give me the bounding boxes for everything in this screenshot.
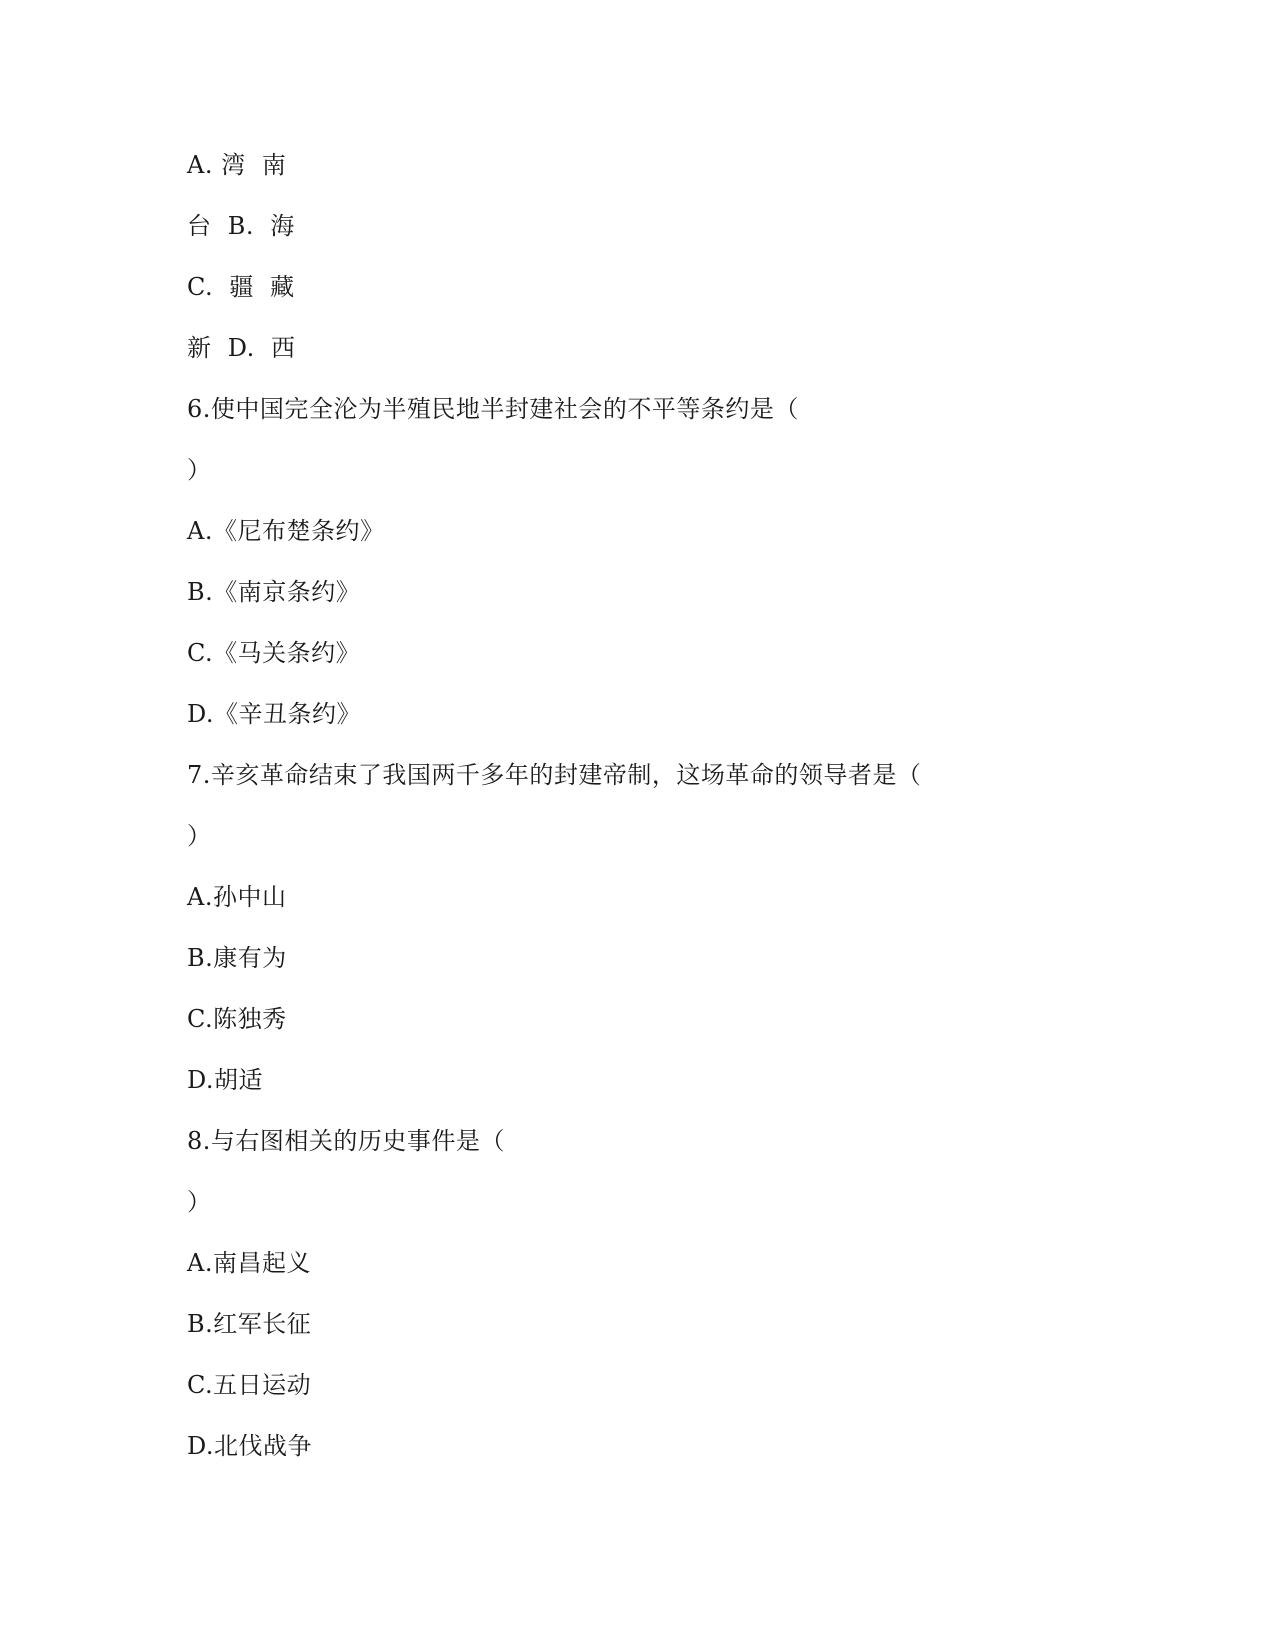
q7-option-d: D.胡适 [187, 1066, 264, 1094]
q6-option-a: A.《尼布楚条约》 [187, 517, 385, 545]
question-8-answer-paren: ） [187, 1188, 212, 1216]
question-7-answer-paren: ） [187, 822, 212, 850]
question-8-text: 8.与右图相关的历史事件是（ [187, 1127, 505, 1155]
question-6-text: 6.使中国完全沦为半殖民地半封建社会的不平等条约是（ [187, 395, 799, 423]
q8-option-a: A.南昌起义 [187, 1249, 311, 1277]
q5-option-a: A. 湾 南 [187, 151, 287, 179]
q6-option-c: C.《马关条约》 [187, 639, 361, 667]
q6-option-d: D.《辛丑条约》 [187, 700, 362, 728]
q8-option-b: B.红军长征 [187, 1310, 312, 1338]
question-6-answer-paren: ） [187, 456, 212, 484]
q5-option-d: 新 D. 西 [187, 334, 296, 362]
q7-option-a: A.孙中山 [187, 883, 287, 911]
q5-option-c: C. 疆 藏 [187, 273, 295, 301]
q5-option-b: 台 B. 海 [187, 212, 295, 240]
q8-option-d: D.北伐战争 [187, 1432, 313, 1460]
question-7-text: 7.辛亥革命结束了我国两千多年的封建帝制，这场革命的领导者是（ [187, 761, 922, 789]
q7-option-c: C.陈独秀 [187, 1005, 287, 1033]
q6-option-b: B.《南京条约》 [187, 578, 361, 606]
q8-option-c: C.五日运动 [187, 1371, 312, 1399]
q7-option-b: B.康有为 [187, 944, 287, 972]
